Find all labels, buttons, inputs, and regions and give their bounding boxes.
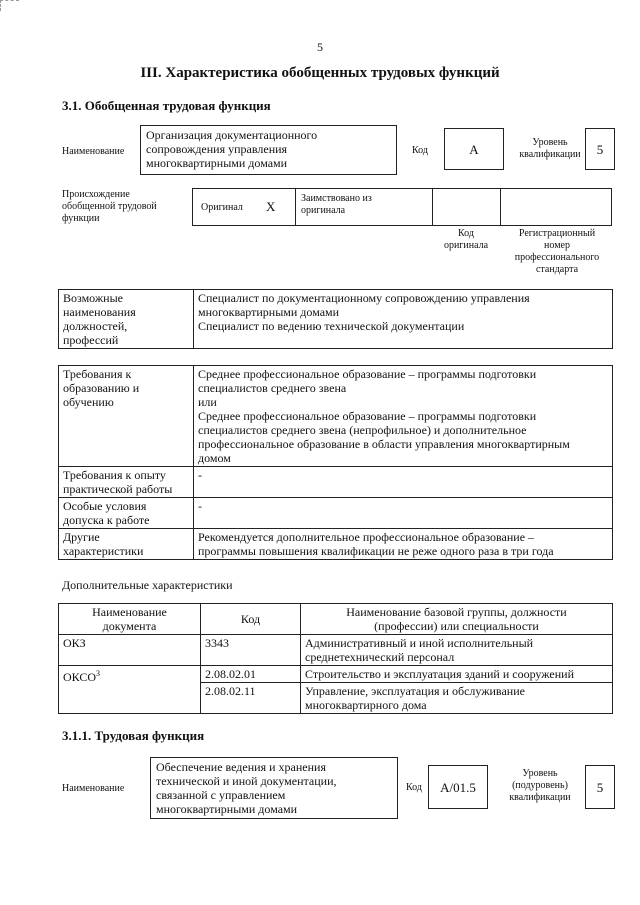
- positions-value: Специалист по документационному сопровождению управления многоквартирными домами Специалист по ведению технической документации: [194, 290, 613, 349]
- col-code-header: Код: [201, 604, 301, 635]
- tf-name-label: Наименование: [62, 783, 125, 794]
- positions-label: Возможные наименования должностей, профессий: [59, 290, 194, 349]
- original-mark: Х: [266, 199, 276, 214]
- borrowed-label: Заимствовано из оригинала: [301, 193, 372, 216]
- table-row: [59, 604, 613, 635]
- other-value: Рекомендуется дополнительное профессиональное образование – программы повышения квалификации не реже одного раза в три года: [194, 529, 613, 560]
- gtf-code-box: [444, 128, 504, 170]
- gtf-level-box: [585, 128, 615, 170]
- education-value: Среднее профессиональное образование – программы подготовки специалистов среднего звена или Среднее профессиональное образование – программы подготовки специалистов среднего звена (непрофильное) и дополнительное профессиональное образование в области управления многоквартирным домом: [194, 366, 613, 467]
- table-row: [59, 666, 613, 683]
- table-row: [59, 467, 613, 498]
- okso-code-1: 2.08.02.01: [201, 666, 301, 683]
- reg-number-label: Регистрационный номер профессионального стандарта: [514, 228, 600, 275]
- tf-heading: 3.1.1. Трудовая функция: [62, 728, 205, 743]
- gtf-name-text: Организация документационного сопровождения управления многоквартирными домами: [146, 128, 318, 170]
- experience-label: Требования к опыту практической работы: [59, 467, 194, 498]
- col-doc-header: Наименование документа: [59, 604, 201, 635]
- positions-table: [58, 289, 613, 349]
- gtf-code-value: А: [469, 142, 479, 157]
- tf-name-box: [150, 757, 398, 819]
- okso-doc: ОКСО$^3$: [59, 666, 201, 714]
- gtf-level-value: 5: [596, 142, 604, 157]
- additional-table: [58, 603, 613, 714]
- page-number: 5: [317, 40, 323, 54]
- table-row: [59, 529, 613, 560]
- gtf-origin-label: Происхождение обобщенной трудовой функции: [62, 189, 157, 224]
- gtf-origin-table: [192, 188, 612, 226]
- experience-value: -: [194, 467, 613, 498]
- requirements-table: [58, 365, 613, 560]
- okso-name-2: Управление, эксплуатация и обслуживание многоквартирного дома: [301, 683, 613, 714]
- okso-name-1: Строительство и эксплуатация зданий и сооружений: [301, 666, 613, 683]
- admission-value: -: [194, 498, 613, 529]
- tf-name-text: Обеспечение ведения и хранения технической и иной документации, связанной с управлением многоквартирными домами: [156, 760, 337, 816]
- section-title: III. Характеристика обобщенных трудовых функций: [140, 65, 500, 81]
- tf-code-box: [428, 765, 488, 809]
- other-label: Другие характеристики: [59, 529, 194, 560]
- okz-name: Административный и иной исполнительный среднетехнический персонал: [301, 635, 613, 666]
- okso-footnote: 3: [96, 669, 101, 678]
- gtf-name-label: Наименование: [62, 146, 125, 157]
- col-name-header: Наименование базовой группы, должности (профессии) или специальности: [301, 604, 613, 635]
- tf-level-value: 5: [596, 780, 604, 795]
- okz-doc: ОКЗ: [59, 635, 201, 666]
- admission-label: Особые условия допуска к работе: [59, 498, 194, 529]
- original-label: Оригинал: [201, 202, 243, 213]
- okz-code: 3343: [201, 635, 301, 666]
- table-row: [59, 498, 613, 529]
- gtf-code-label: Код: [412, 145, 428, 156]
- table-row: [59, 290, 613, 349]
- gtf-name-box: [140, 125, 397, 175]
- origin-code-label: Код оригинала: [443, 228, 489, 251]
- table-row: [59, 366, 613, 467]
- education-label: Требования к образованию и обучению: [59, 366, 194, 467]
- scan-corner-mark: [0, 0, 19, 11]
- tf-code-value: А/01.5: [440, 780, 476, 795]
- tf-level-label: Уровень (подуровень) квалификации: [509, 768, 571, 803]
- tf-code-label: Код: [406, 782, 422, 793]
- additional-heading: Дополнительные характеристики: [62, 578, 233, 592]
- gtf-heading: 3.1. Обобщенная трудовая функция: [62, 98, 271, 113]
- table-row: [59, 635, 613, 666]
- tf-level-box: [585, 765, 615, 809]
- okso-code-2: 2.08.02.11: [201, 683, 301, 714]
- gtf-level-label: Уровень квалификации: [519, 137, 581, 160]
